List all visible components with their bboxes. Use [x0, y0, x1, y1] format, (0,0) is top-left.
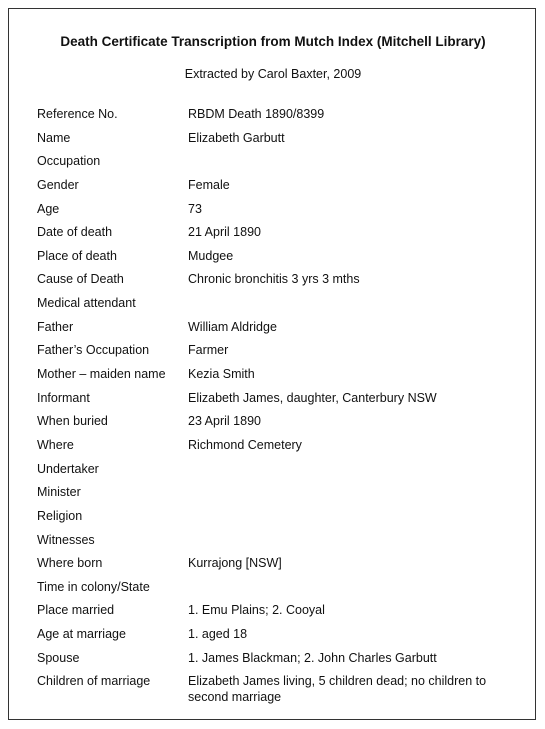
record-row-place-married [37, 602, 517, 618]
record-value: Mudgee [188, 248, 234, 263]
record-row-fathers-occupation [37, 342, 517, 358]
record-label: Place married [37, 603, 115, 618]
record-row-father [37, 319, 517, 335]
record-value: Elizabeth James, daughter, Canterbury NSW [188, 390, 437, 405]
record-row-undertaker [37, 461, 517, 477]
record-value: William Aldridge [188, 319, 277, 334]
record-label: Mother – maiden name [37, 367, 166, 382]
record-label: Age at marriage [37, 627, 126, 642]
record-row-gender [37, 177, 517, 193]
record-value: Kezia Smith [188, 367, 255, 382]
record-label: Children of marriage [37, 674, 151, 689]
record-row-witnesses [37, 532, 517, 548]
record-value: Chronic bronchitis 3 yrs 3 mths [188, 272, 360, 287]
record-label: Medical attendant [37, 296, 136, 311]
record-label: Informant [37, 390, 90, 405]
record-label: When buried [37, 414, 108, 429]
record-label: Reference No. [37, 107, 118, 121]
record-row-children-of-marriage [37, 673, 517, 705]
document-frame [8, 8, 536, 720]
record-label: Witnesses [37, 532, 95, 547]
record-row-spouse [37, 650, 517, 666]
record-row-name [37, 130, 517, 146]
record-row-minister [37, 484, 517, 500]
record-label: Minister [37, 485, 81, 500]
record-row-informant [37, 390, 517, 406]
record-label: Gender [37, 177, 79, 192]
record-value: RBDM Death 1890/8399 [188, 107, 325, 121]
record-value: Elizabeth Garbutt [188, 130, 285, 145]
record-value: Kurrajong [NSW] [188, 556, 282, 571]
record-value: Elizabeth James living, 5 children dead; no children to second marriage [188, 674, 487, 705]
record-label: Undertaker [37, 461, 99, 476]
record-value: 1. aged 18 [188, 627, 248, 642]
record-row-religion [37, 508, 517, 524]
record-label: Age [37, 201, 60, 216]
record-row-mother-maiden-name [37, 366, 517, 382]
record-row-cause-of-death [37, 271, 517, 287]
record-value: Farmer [188, 343, 229, 358]
record-label: Name [37, 130, 71, 145]
record-value: Richmond Cemetery [188, 437, 302, 452]
record-list [37, 106, 517, 713]
record-row-place-of-death [37, 248, 517, 264]
record-label: Occupation [37, 154, 101, 169]
document-subtitle: Extracted by Carol Baxter, 2009 [184, 67, 362, 81]
record-row-occupation [37, 153, 517, 169]
record-label: Religion [37, 508, 83, 523]
record-row-where-born [37, 555, 517, 571]
record-row-reference-no [37, 106, 517, 122]
record-label: Date of death [37, 225, 113, 240]
record-label: Father [37, 319, 74, 334]
record-value: 23 April 1890 [188, 414, 261, 429]
record-row-time-in-colony [37, 579, 517, 595]
record-value: Female [188, 177, 230, 192]
record-value: 1. Emu Plains; 2. Cooyal [188, 603, 325, 618]
record-value: 73 [188, 201, 202, 216]
record-value: 1. James Blackman; 2. John Charles Garbutt [188, 650, 437, 665]
record-row-medical-attendant [37, 295, 517, 311]
record-label: Cause of Death [37, 272, 124, 287]
record-value: 21 April 1890 [188, 225, 261, 240]
record-label: Spouse [37, 650, 80, 665]
record-label: Where born [37, 556, 103, 571]
record-row-age-at-marriage [37, 626, 517, 642]
record-label: Place of death [37, 248, 117, 263]
document-title: Death Certificate Transcription from Mutch Index (Mitchell Library) [60, 34, 486, 49]
record-row-age [37, 201, 517, 217]
record-label: Time in colony/State [37, 579, 150, 594]
record-label: Father’s Occupation [37, 343, 150, 358]
record-row-when-buried [37, 413, 517, 429]
record-row-where [37, 437, 517, 453]
record-label: Where [37, 437, 74, 452]
record-row-date-of-death [37, 224, 517, 240]
